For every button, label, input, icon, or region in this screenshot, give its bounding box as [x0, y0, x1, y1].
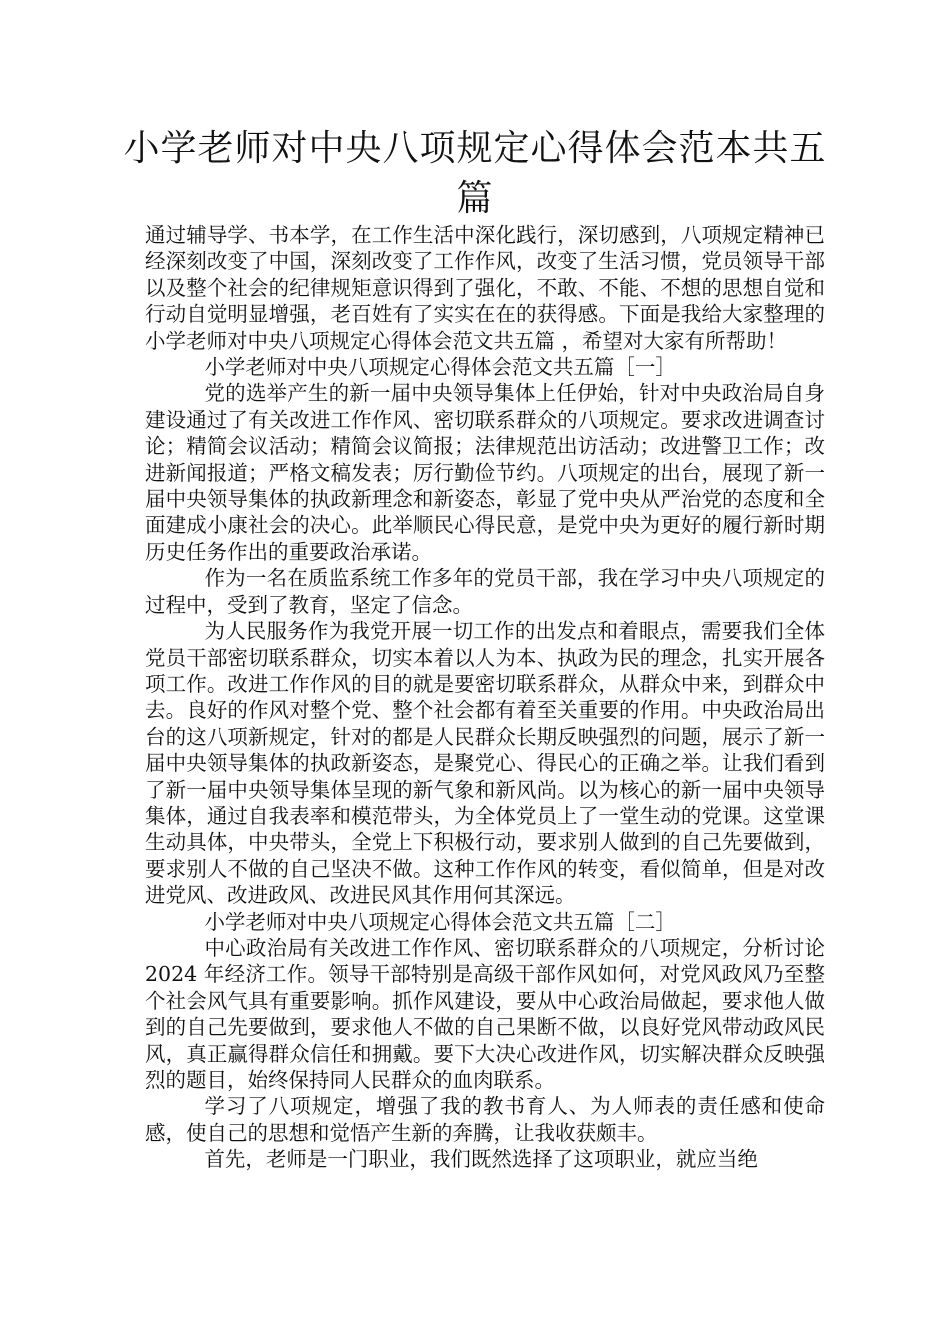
body-paragraph: 为人民服务作为我党开展一切工作的出发点和着眼点，需要我们全体党员干部密切联系群众，切实本着以人为本、执政为民的理念，扎实开展各项工作。改进工作作风的目的就是要密切联系群众，从群众中来，到群众中去。良好的作风对整个党、整个社会都有着至关重要的作用。中央政治局出台的这八项新规定，针对的都是人民群众长期反映强烈的问题，展示了新一届中央领导集体的执政新姿态，是聚党心、得民心的正确之举。让我们看到了新一届中央领导集体呈现的新气象和新风尚。以为核心的新一届中央领导集体，通过自我表率和模范带头，为全体党员上了一堂生动的党课。这堂课生动具体，中央带头，全党上下积极行动，要求别人做到的自己先要做到，要求别人不做的自己坚决不做。这种工作作风的转变，看似简单，但是对改进党风、改进政风、改进民风其作用何其深远。 [145, 619, 825, 908]
body-paragraph: 中心政治局有关改进工作作风、密切联系群众的八项规定，分析讨论 2024 年经济工作。领导干部特别是高级干部作风如何，对党风政风乃至整个社会风气具有重要影响。抓作风建设，要从中心政治局做起，要求他人做到的自己先要做到，要求他人不做的自己果断不做，以良好党风带动政风民风，真正赢得群众信任和拥戴。要下大决心改进作风，切实解决群众反映强烈的题目，始终保持同人民群众的血肉联系。 [145, 935, 825, 1092]
document-title: 小学老师对中央八项规定心得体会范本共五篇 [123, 128, 827, 219]
intro-paragraph: 通过辅导学、书本学，在工作生活中深化践行，深切感到，八项规定精神已经深刻改变了中国，深刻改变了工作作风，改变了生活习惯，党员领导干部以及整个社会的纪律规矩意识得到了强化，不敢、不能、不想的思想自觉和行动自觉明显增强，老百姓有了实实在在的获得感。下面是我给大家整理的小学老师对中央八项规定心得体会范文共五篇 ，希望对大家有所帮助！ [145, 223, 825, 353]
body-paragraph: 党的选举产生的新一届中央领导集体上任伊始，针对中央政治局自身建设通过了有关改进工作作风、密切联系群众的八项规定。要求改进调查讨论；精简会议活动；精简会议简报；法律规范出访活动；改进警卫工作；改进新闻报道；严格文稿发表；厉行勤俭节约。八项规定的出台，展现了新一届中央领导集体的执政新理念和新姿态，彰显了党中央从严治党的态度和全面建成小康社会的决心。此举顺民心得民意，是党中央为更好的履行新时期历史任务作出的重要政治承诺。 [145, 381, 825, 564]
section-heading-2: 小学老师对中央八项规定心得体会范文共五篇［二］ [204, 909, 676, 934]
body-paragraph: 首先，老师是一门职业，我们既然选择了这项职业，就应当绝 [204, 1147, 758, 1172]
body-paragraph: 学习了八项规定，增强了我的教书育人、为人师表的责任感和使命感，使自己的思想和觉悟产生新的奔腾，让我收获颇丰。 [145, 1094, 825, 1145]
section-heading-1: 小学老师对中央八项规定心得体会范文共五篇［一］ [204, 355, 676, 380]
document-body [145, 222, 825, 1173]
body-paragraph: 作为一名在质监系统工作多年的党员干部，我在学习中央八项规定的过程中，受到了教育，坚定了信念。 [145, 566, 825, 617]
